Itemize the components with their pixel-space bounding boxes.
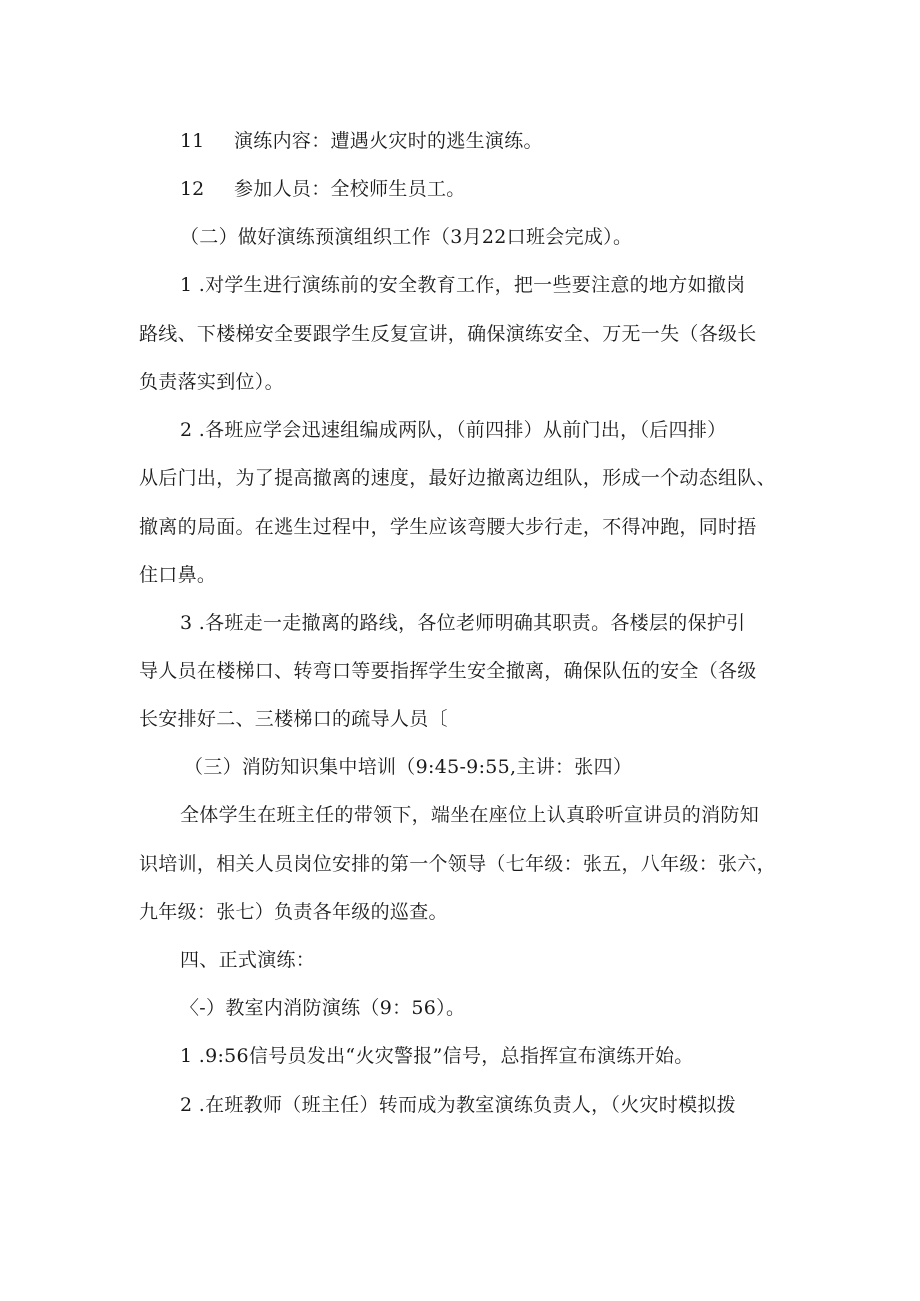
paragraph-line: 负责落实到位）。	[139, 371, 284, 393]
paragraph-line: 住口鼻。	[139, 564, 217, 586]
item-number: 11	[180, 130, 205, 152]
sub-heading: 〈-）教室内消防演练（9：56）。	[180, 997, 466, 1019]
item-text: 演练内容：遭遇火灾时的逃生演练。	[234, 130, 543, 152]
paragraph-line: 路线、下楼梯安全要跟学生反复宣讲，确保演练安全、万无一失（各级长	[139, 323, 757, 345]
section-heading: （二）做好演练预演组织工作（3月22口班会完成）。	[180, 226, 633, 248]
item-number: 12	[180, 178, 205, 200]
paragraph-line: 长安排好二、三楼梯口的疏导人员〔	[139, 708, 448, 730]
paragraph-line: 撤离的局面。在逃生过程中，学生应该弯腰大步行走，不得冲跑，同时捂	[139, 516, 757, 538]
paragraph-line: 1 .对学生进行演练前的安全教育工作，把一些要注意的地方如撤岗	[180, 274, 746, 296]
paragraph-line: 全体学生在班主任的带领下，端坐在座位上认真聆听宣讲员的消防知	[180, 804, 760, 826]
paragraph-line: 3 .各班走一走撤离的路线，各位老师明确其职责。各楼层的保护引	[180, 612, 746, 634]
paragraph-line: 导人员在楼梯口、转弯口等要指挥学生安全撤离，确保队伍的安全（各级	[139, 660, 757, 682]
paragraph-line: 识培训，相关人员岗位安排的第一个领导（七年级：张五，八年级：张六，	[139, 853, 776, 875]
section-heading: 四、正式演练：	[180, 949, 316, 971]
item-text: 参加人员：全校师生员工。	[234, 178, 466, 200]
paragraph-line: 2 .在班教师（班主任）转而成为教室演练负责人，（火灾时模拟拨	[180, 1094, 736, 1116]
paragraph-line: 2 .各班应学会迅速组编成两队，（前四排）从前门出，（后四排）	[180, 419, 727, 441]
section-heading: （三）消防知识集中培训（9:45-9:55,主讲：张四）	[184, 756, 633, 778]
paragraph-line: 九年级：张七）负责各年级的巡查。	[139, 901, 448, 923]
paragraph-line: 从后门出，为了提高撤离的速度，最好边撤离边组队，形成一个动态组队、	[139, 467, 776, 489]
paragraph-line: 1 .9:56信号员发出“火灾警报”信号，总指挥宣布演练开始。	[180, 1045, 694, 1067]
